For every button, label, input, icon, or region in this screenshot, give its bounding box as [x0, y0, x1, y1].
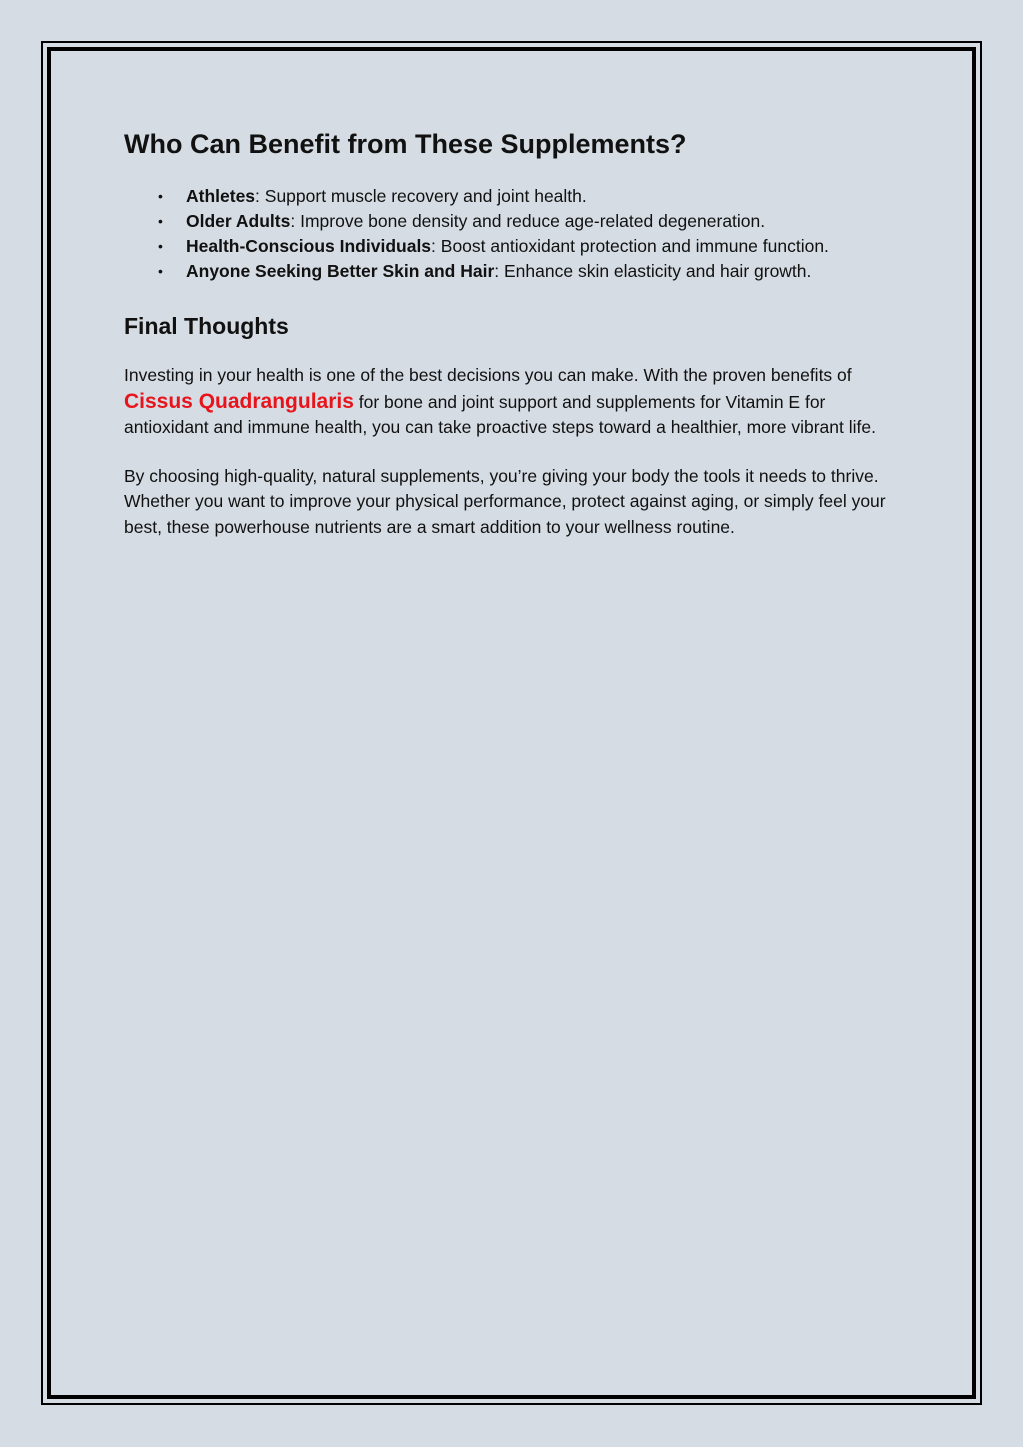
benefit-description: : Support muscle recovery and joint health.	[255, 186, 587, 206]
cissus-quadrangularis-highlight: Cissus Quadrangularis	[124, 389, 354, 413]
benefit-description: : Improve bone density and reduce age-related degeneration.	[290, 211, 766, 231]
paragraph-text: for bone and joint support and supplements for Vitamin E for antioxidant and immune health, you can take proactive steps toward a healthier, more vibrant life.	[124, 391, 876, 437]
benefit-description: : Boost antioxidant protection and immune function.	[431, 236, 829, 256]
benefits-list	[124, 184, 904, 284]
benefit-term: Athletes	[186, 186, 256, 206]
bullet-icon: •	[158, 238, 163, 254]
bullet-icon: •	[158, 188, 163, 204]
list-item	[124, 234, 904, 259]
bullet-icon: •	[158, 213, 163, 229]
list-item	[124, 209, 904, 234]
list-item	[124, 259, 904, 284]
benefit-term: Older Adults	[186, 211, 291, 231]
benefit-description: : Enhance skin elasticity and hair growth.	[494, 261, 812, 281]
heading-who-can-benefit: Who Can Benefit from These Supplements?	[124, 129, 687, 159]
benefit-term: Health-Conscious Individuals	[186, 236, 432, 256]
heading-final-thoughts: Final Thoughts	[124, 313, 289, 339]
benefit-term: Anyone Seeking Better Skin and Hair	[186, 261, 495, 281]
paragraph-text: Investing in your health is one of the best decisions you can make. With the proven benefits of	[124, 365, 852, 385]
list-item	[124, 184, 904, 209]
document-content	[124, 124, 904, 540]
paragraph-investing	[124, 363, 904, 441]
paragraph-choosing: By choosing high-quality, natural supplements, you’re giving your body the tools it needs to thrive. Whether you want to improve your physical performance, protect against aging, or simply feel your best, these powerhouse nutrients are a smart addition to your wellness routine.	[124, 465, 886, 537]
bullet-icon: •	[158, 263, 163, 279]
